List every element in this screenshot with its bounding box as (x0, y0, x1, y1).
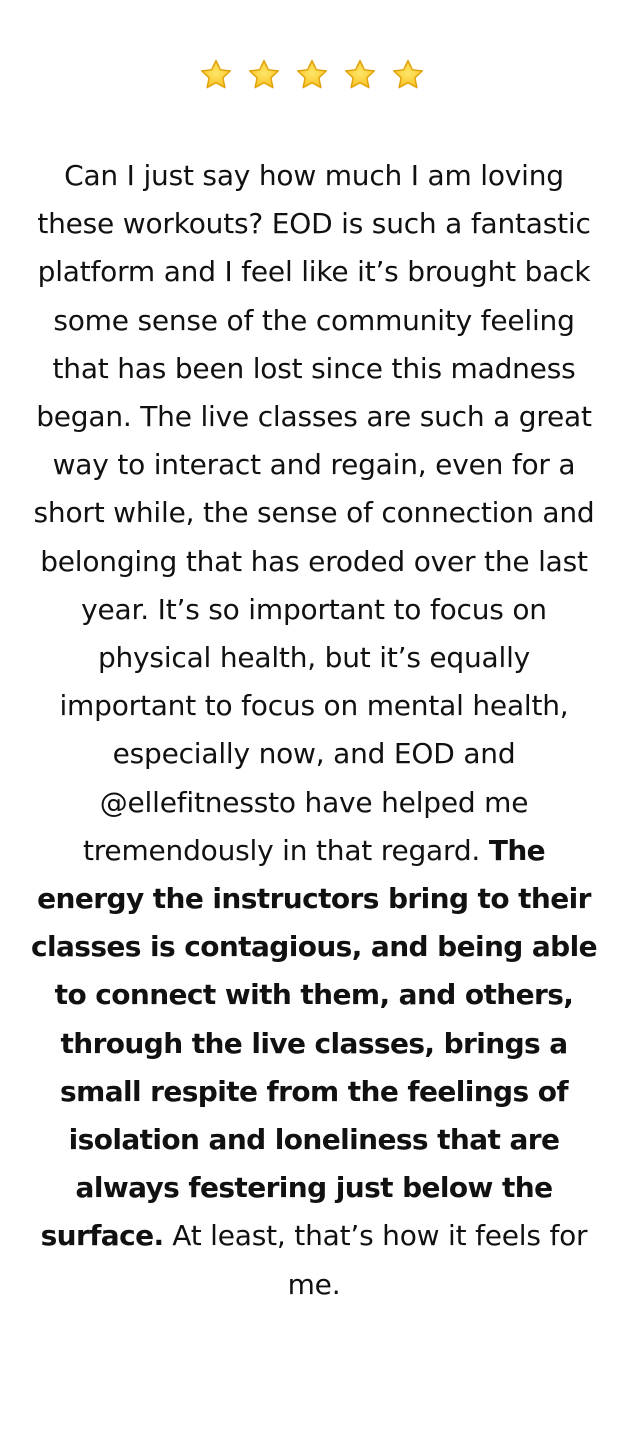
star-icon (343, 58, 377, 92)
review-text (30, 152, 598, 1309)
star-rating (0, 58, 623, 92)
review-text-intro: Can I just say how much I am loving these workouts? EOD is such a fantastic platform and I feel like it’s brought back some sense of the community feeling that has been lost since this madness began. The live classes are such a great way to interact and regain, even for a short while, the sense of connection and belonging that has eroded over the last year. It’s so important to focus on physical health, but it’s equally important to focus on mental health, especially now, and EOD and @ellefitnessto have helped me tremendously in that regard. (33, 159, 595, 867)
review-text-closing: At least, that’s how it feels for me. (172, 1219, 588, 1301)
review-text-highlight: The energy the instructors bring to their classes is contagious, and being able to connect with them, and others, through the live classes, brings a small respite from the feelings of isolation and loneliness that are always festering just below the surface. (30, 833, 598, 1253)
star-icon (247, 58, 281, 92)
star-icon (199, 58, 233, 92)
star-icon (295, 58, 329, 92)
star-icon (391, 58, 425, 92)
